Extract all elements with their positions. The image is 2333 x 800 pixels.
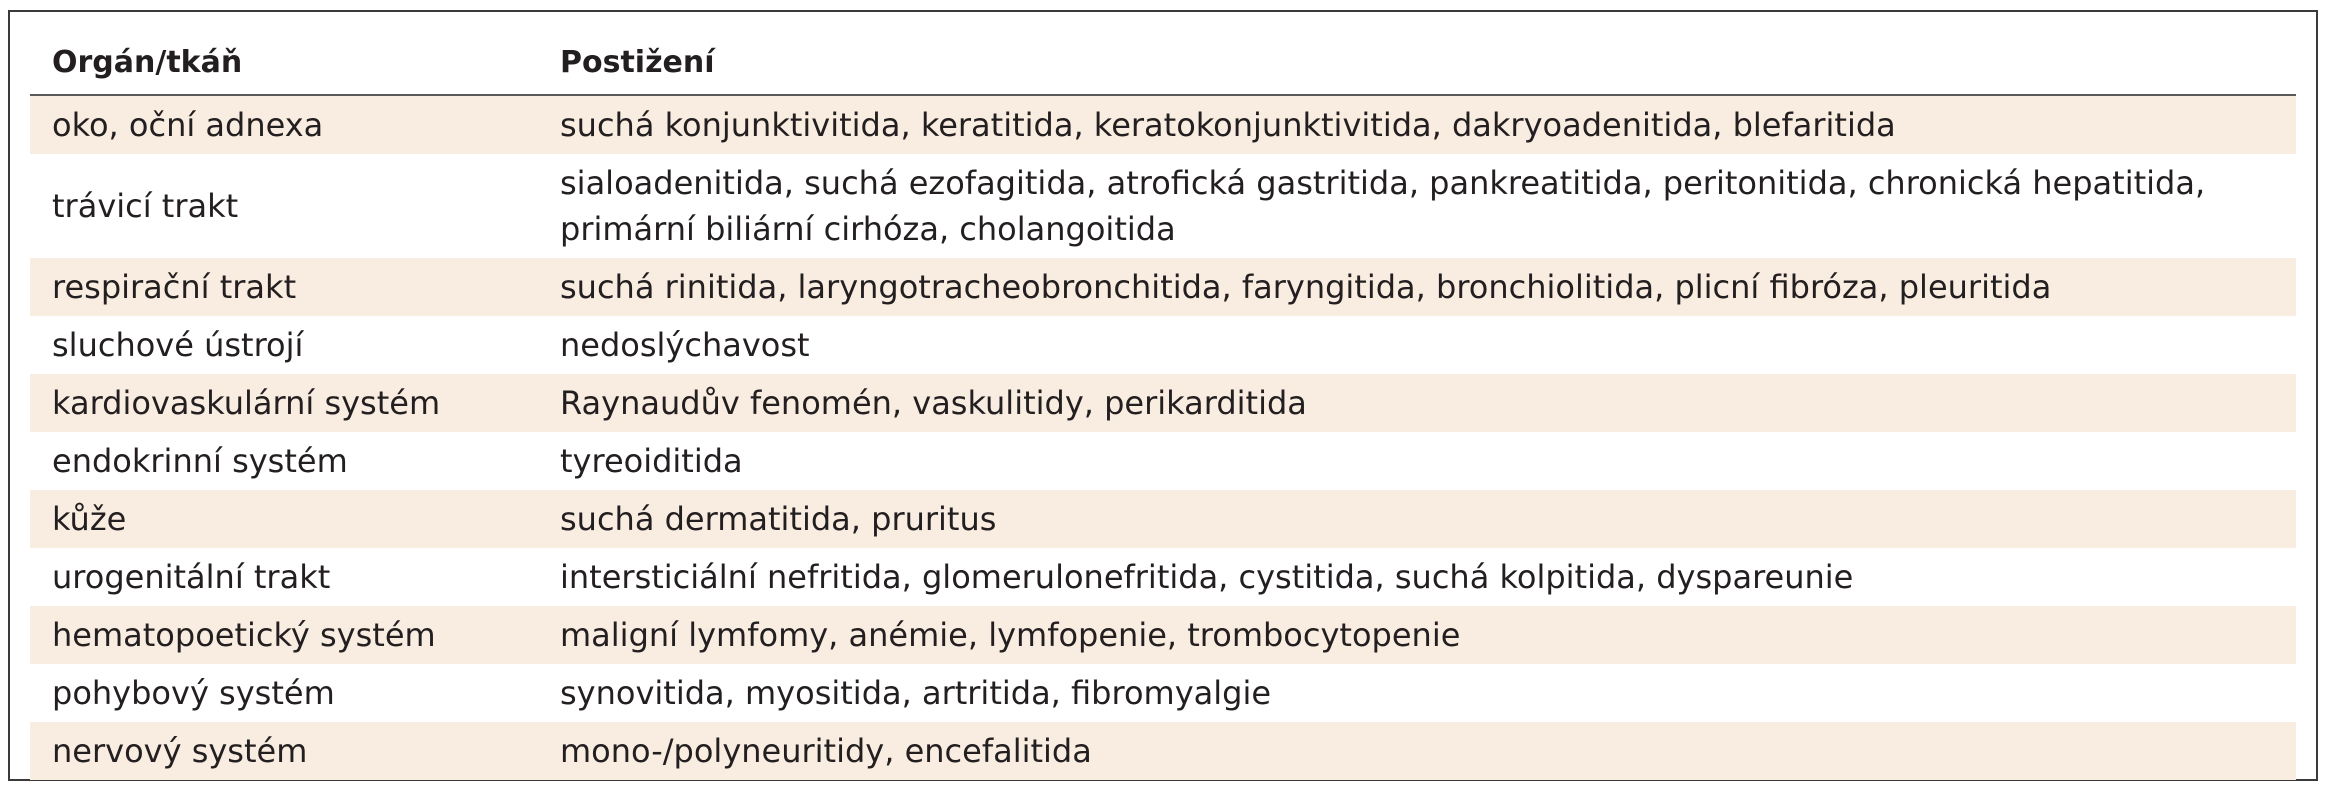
finding-cell: suchá dermatitida, pruritus <box>538 490 2296 548</box>
finding-cell: tyreoiditida <box>560 442 743 480</box>
organ-cell: kardiovaskulární systém <box>30 374 538 432</box>
organ-cell: respirační trakt <box>30 258 538 316</box>
table-row <box>30 374 2296 432</box>
table-row <box>30 606 2296 664</box>
finding-cell: sialoadenitida, suchá ezofagitida, atrofická gastritida, pankreatitida, peritonitida, chronická hepatitida, primární biliární cirhóza, cholangoitida <box>560 164 2206 248</box>
organ-cell: nervový systém <box>30 722 538 780</box>
organ-cell: sluchové ústrojí <box>52 326 304 364</box>
table-row <box>30 432 2296 490</box>
table-row <box>30 154 2296 258</box>
finding-cell: mono-/polyneuritidy, encefalitida <box>538 722 2296 780</box>
organ-cell: kůže <box>30 490 538 548</box>
organ-cell: oko, oční adnexa <box>30 95 538 154</box>
finding-cell: synovitida, myositida, artritida, fibromyalgie <box>560 674 1272 712</box>
table-row <box>30 95 2296 154</box>
finding-cell: Raynaudův fenomén, vaskulitidy, perikarditida <box>538 374 2296 432</box>
table-row <box>30 722 2296 780</box>
table-row <box>30 548 2296 606</box>
table-row <box>30 258 2296 316</box>
organ-cell: pohybový systém <box>52 674 335 712</box>
organ-cell: urogenitální trakt <box>52 558 331 596</box>
organ-cell: endokrinní systém <box>52 442 348 480</box>
finding-cell: suchá konjunktivitida, keratitida, keratokonjunktivitida, dakryoadenitida, blefaritida <box>538 95 2296 154</box>
organ-cell: trávicí trakt <box>52 187 239 225</box>
header-finding: Postižení <box>538 30 2296 95</box>
organ-involvement-table <box>30 30 2296 780</box>
table-header-row <box>30 30 2296 95</box>
table-row <box>30 316 2296 374</box>
table-row <box>30 664 2296 722</box>
organ-cell: hematopoetický systém <box>30 606 538 664</box>
finding-cell: maligní lymfomy, anémie, lymfopenie, trombocytopenie <box>538 606 2296 664</box>
table-row <box>30 490 2296 548</box>
finding-cell: suchá rinitida, laryngotracheobronchitida, faryngitida, bronchiolitida, plicní fibróza, pleuritida <box>538 258 2296 316</box>
header-organ: Orgán/tkáň <box>30 30 538 95</box>
finding-cell: intersticiální nefritida, glomerulonefritida, cystitida, suchá kolpitida, dyspareunie <box>560 558 1854 596</box>
finding-cell: nedoslýchavost <box>560 326 810 364</box>
